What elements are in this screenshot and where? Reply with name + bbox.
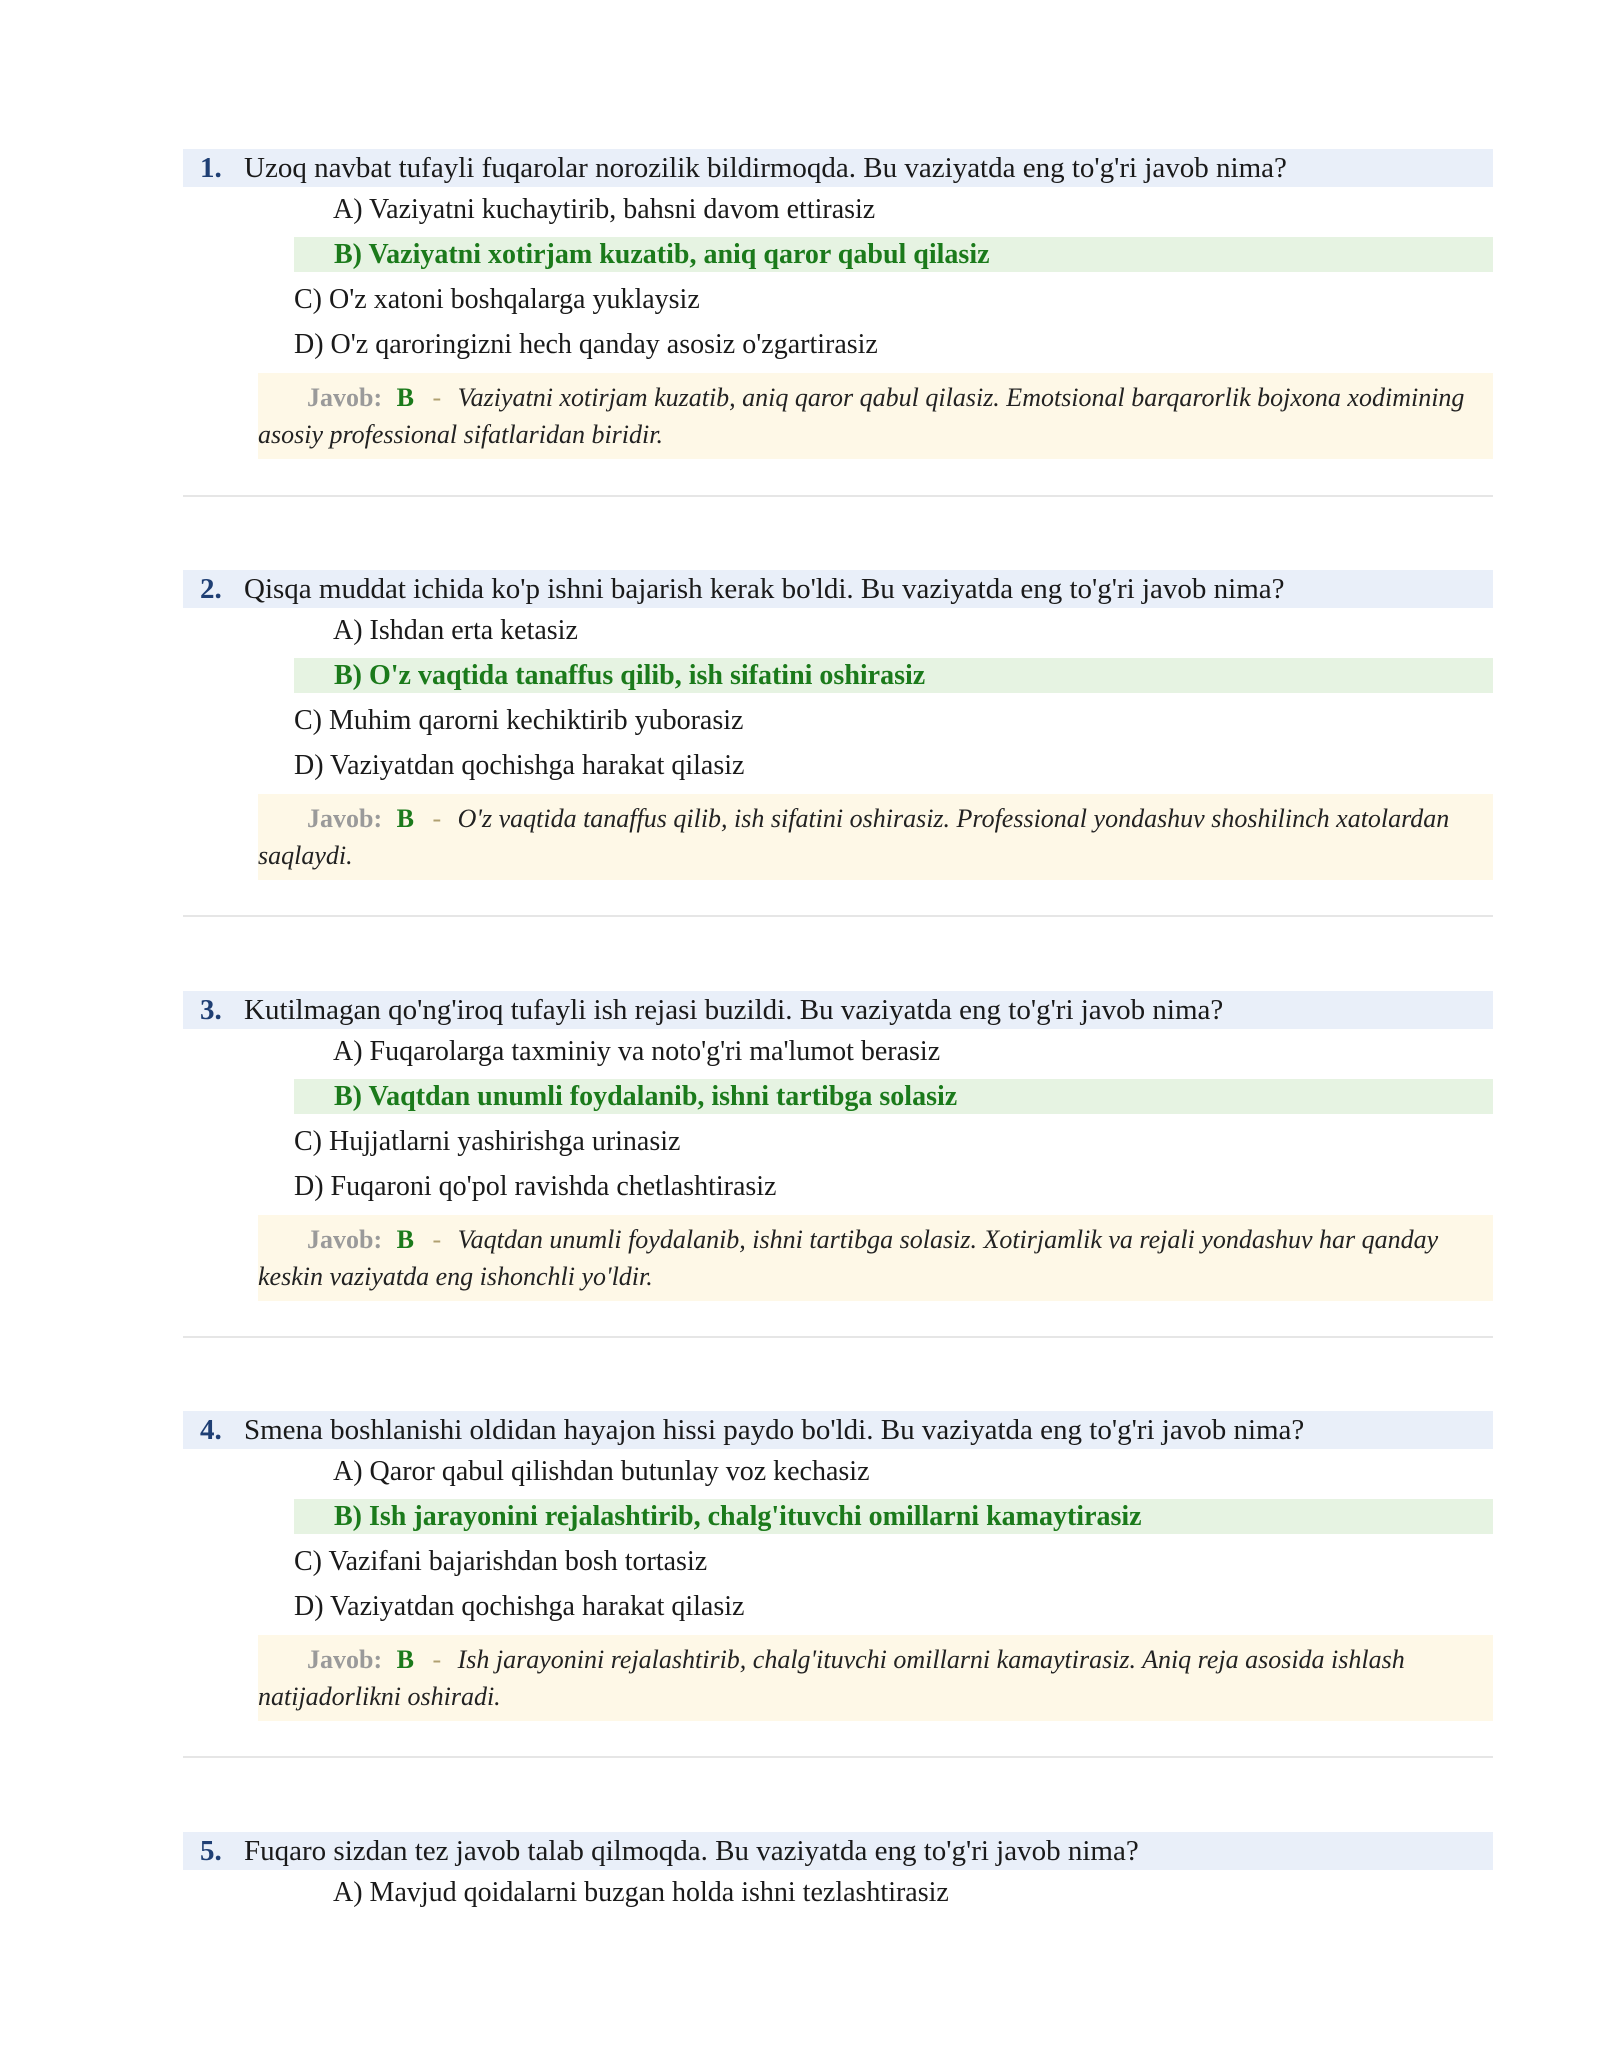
- answer-explanation: Vaziyatni xotirjam kuzatib, aniq qaror qabul qilasiz. Emotsional barqarorlik bojxona xodimining asosiy professional sifatlaridan biridir.: [258, 383, 1465, 449]
- answer-box: [258, 373, 1493, 459]
- answer-dash: -: [432, 1645, 442, 1674]
- question-header: [183, 570, 1493, 608]
- question-text: Qisqa muddat ichida ko'p ishni bajarish kerak bo'ldi. Bu vaziyatda eng to'g'ri javob nima?: [244, 573, 1285, 605]
- option-b-correct: B) Vaziyatni xotirjam kuzatib, aniq qaror qabul qilasiz: [294, 237, 1493, 272]
- answer-dash: -: [432, 1225, 442, 1254]
- answer-letter: B: [396, 1225, 414, 1254]
- answer-box: [258, 1635, 1493, 1721]
- question-2: [183, 570, 1493, 880]
- answer-label: Javob:: [307, 383, 383, 412]
- divider: [183, 915, 1493, 917]
- option-d: D) O'z qaroringizni hech qanday asosiz o'zgartirasiz: [294, 329, 878, 360]
- divider: [183, 1336, 1493, 1338]
- question-header: [183, 991, 1493, 1029]
- option-b-correct: B) O'z vaqtida tanaffus qilib, ish sifatini oshirasiz: [294, 658, 1493, 693]
- answer-dash: -: [432, 804, 442, 833]
- question-text: Uzoq navbat tufayli fuqarolar norozilik bildirmoqda. Bu vaziyatda eng to'g'ri javob nima?: [244, 152, 1287, 184]
- divider: [183, 1756, 1493, 1758]
- answer-label: Javob:: [307, 1645, 383, 1674]
- option-a: A) Fuqarolarga taxminiy va noto'g'ri ma'lumot berasiz: [333, 1036, 941, 1067]
- question-text: Kutilmagan qo'ng'iroq tufayli ish rejasi buzildi. Bu vaziyatda eng to'g'ri javob nima?: [244, 994, 1224, 1026]
- option-c: C) Vazifani bajarishdan bosh tortasiz: [294, 1546, 708, 1577]
- answer-label: Javob:: [307, 804, 383, 833]
- question-1: [183, 149, 1493, 459]
- question-header: [183, 1832, 1493, 1870]
- question-text: Smena boshlanishi oldidan hayajon hissi paydo bo'ldi. Bu vaziyatda eng to'g'ri javob nima?: [244, 1414, 1305, 1446]
- option-d: D) Vaziyatdan qochishga harakat qilasiz: [294, 750, 745, 781]
- question-number: 5.: [200, 1835, 222, 1867]
- divider: [183, 495, 1493, 497]
- question-4: [183, 1411, 1493, 1721]
- answer-label: Javob:: [307, 1225, 383, 1254]
- question-header: [183, 149, 1493, 187]
- option-c: C) O'z xatoni boshqalarga yuklaysiz: [294, 284, 700, 315]
- option-b-correct: B) Ish jarayonini rejalashtirib, chalg'ituvchi omillarni kamaytirasiz: [294, 1499, 1493, 1534]
- option-c: C) Muhim qarorni kechiktirib yuborasiz: [294, 705, 744, 736]
- question-text: Fuqaro sizdan tez javob talab qilmoqda. Bu vaziyatda eng to'g'ri javob nima?: [244, 1835, 1139, 1867]
- question-header: [183, 1411, 1493, 1449]
- answer-letter: B: [396, 804, 414, 833]
- option-d: D) Fuqaroni qo'pol ravishda chetlashtirasiz: [294, 1171, 777, 1202]
- answer-explanation: Ish jarayonini rejalashtirib, chalg'ituvchi omillarni kamaytirasiz. Aniq reja asosida ishlash natijadorlikni oshiradi.: [258, 1645, 1405, 1711]
- answer-box: [258, 1215, 1493, 1301]
- question-number: 2.: [200, 573, 222, 605]
- option-a: A) Ishdan erta ketasiz: [333, 615, 578, 646]
- question-number: 4.: [200, 1414, 222, 1446]
- option-a: A) Vaziyatni kuchaytirib, bahsni davom ettirasiz: [333, 194, 876, 225]
- answer-dash: -: [432, 383, 442, 412]
- question-number: 1.: [200, 152, 222, 184]
- option-c: C) Hujjatlarni yashirishga urinasiz: [294, 1126, 681, 1157]
- answer-box: [258, 794, 1493, 880]
- option-d: D) Vaziyatdan qochishga harakat qilasiz: [294, 1591, 745, 1622]
- answer-letter: B: [396, 1645, 414, 1674]
- option-b-correct: B) Vaqtdan unumli foydalanib, ishni tartibga solasiz: [294, 1079, 1493, 1114]
- answer-letter: B: [396, 383, 414, 412]
- option-a: A) Qaror qabul qilishdan butunlay voz kechasiz: [333, 1456, 870, 1487]
- question-5: [183, 1832, 1493, 1915]
- answer-explanation: Vaqtdan unumli foydalanib, ishni tartibga solasiz. Xotirjamlik va rejali yondashuv har qanday keskin vaziyatda eng ishonchli yo'ldir.: [258, 1225, 1439, 1291]
- question-number: 3.: [200, 994, 222, 1026]
- question-3: [183, 991, 1493, 1301]
- option-a: A) Mavjud qoidalarni buzgan holda ishni tezlashtirasiz: [333, 1877, 949, 1908]
- answer-explanation: O'z vaqtida tanaffus qilib, ish sifatini oshirasiz. Professional yondashuv shoshilinch xatolardan saqlaydi.: [258, 804, 1450, 870]
